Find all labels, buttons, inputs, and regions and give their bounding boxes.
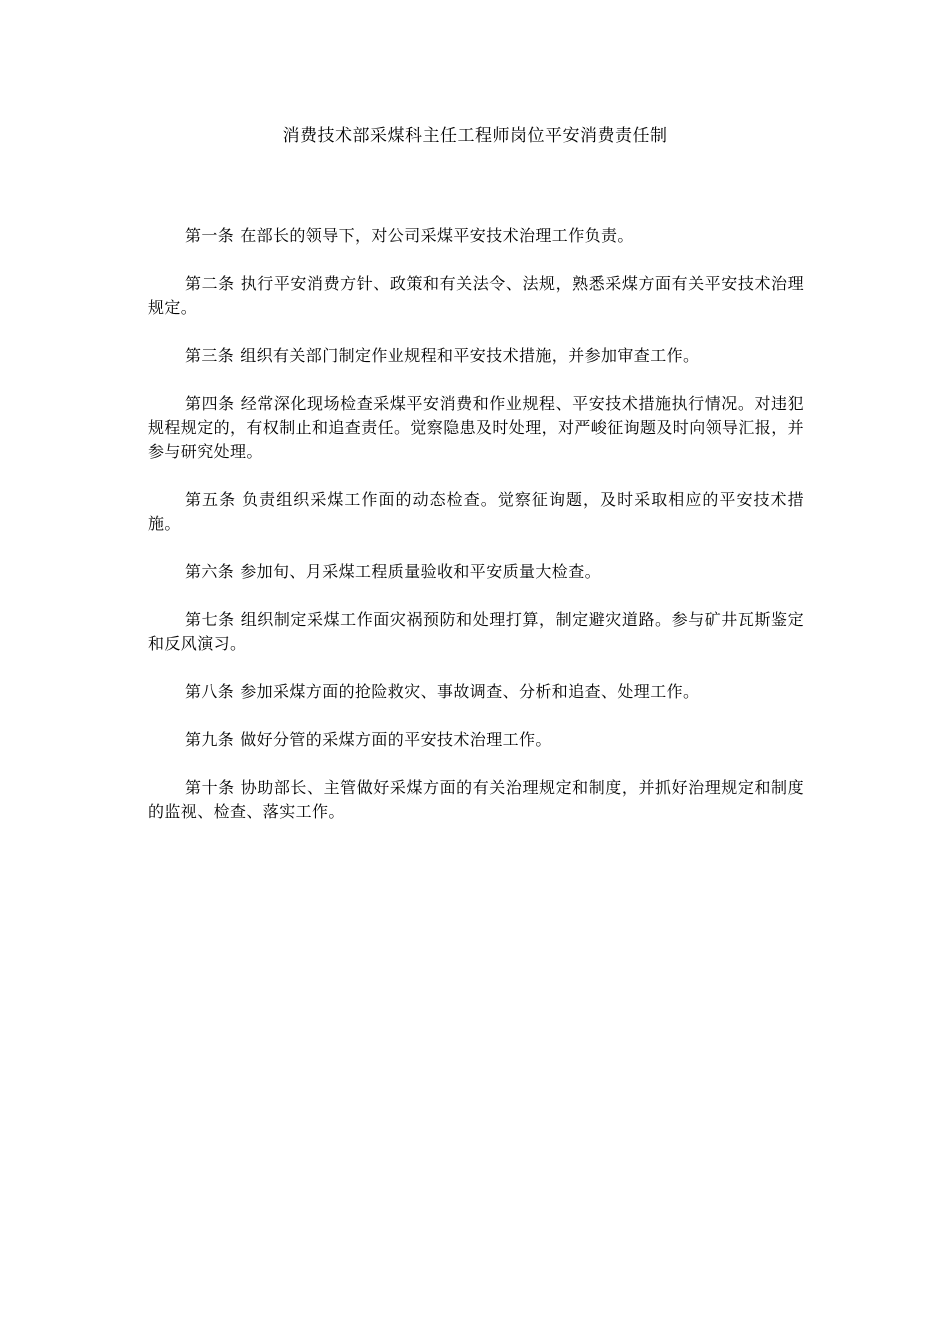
article-text: 经常深化现场检查采煤平安消费和作业规程、平安技术措施执行情况。对违犯规程规定的，有权制止和追查责任。觉察隐患及时处理，对严峻征询题及时向领导汇报，并参与研究处理。 <box>148 394 805 461</box>
article-1 <box>148 224 804 248</box>
article-text: 组织有关部门制定作业规程和平安技术措施，并参加审查工作。 <box>240 346 700 365</box>
article-text: 在部长的领导下，对公司采煤平安技术治理工作负责。 <box>240 226 634 245</box>
article-number: 第五条 <box>185 490 237 509</box>
article-text: 组织制定采煤工作面灾祸预防和处理打算，制定避灾道路。参与矿井瓦斯鉴定和反风演习。 <box>148 610 804 653</box>
article-text: 参加旬、月采煤工程质量验收和平安质量大检查。 <box>240 562 602 581</box>
article-text: 执行平安消费方针、政策和有关法令、法规，熟悉采煤方面有关平安技术治理规定。 <box>148 274 804 317</box>
article-number: 第一条 <box>185 226 235 245</box>
article-9 <box>148 728 804 752</box>
article-6 <box>148 560 804 584</box>
article-5 <box>148 488 804 536</box>
article-number: 第八条 <box>185 682 235 701</box>
document-title: 消费技术部采煤科主任工程师岗位平安消费责任制 <box>282 126 668 146</box>
article-2 <box>148 272 804 320</box>
article-number: 第二条 <box>185 274 235 293</box>
article-7 <box>148 608 804 656</box>
article-number: 第四条 <box>185 394 235 413</box>
article-text: 负责组织采煤工作面的动态检查。觉察征询题，及时采取相应的平安技术措施。 <box>148 490 804 533</box>
article-3 <box>148 344 804 368</box>
article-10 <box>148 776 804 824</box>
article-4 <box>148 392 804 464</box>
article-number: 第六条 <box>185 562 235 581</box>
article-text: 协助部长、主管做好采煤方面的有关治理规定和制度，并抓好治理规定和制度的监视、检查、落实工作。 <box>148 778 804 821</box>
article-number: 第七条 <box>185 610 235 629</box>
article-text: 做好分管的采煤方面的平安技术治理工作。 <box>240 730 552 749</box>
article-number: 第三条 <box>185 346 235 365</box>
article-number: 第九条 <box>185 730 235 749</box>
article-text: 参加采煤方面的抢险救灾、事故调查、分析和追查、处理工作。 <box>240 682 700 701</box>
article-8 <box>148 680 804 704</box>
article-list <box>148 224 804 848</box>
article-number: 第十条 <box>185 778 235 797</box>
